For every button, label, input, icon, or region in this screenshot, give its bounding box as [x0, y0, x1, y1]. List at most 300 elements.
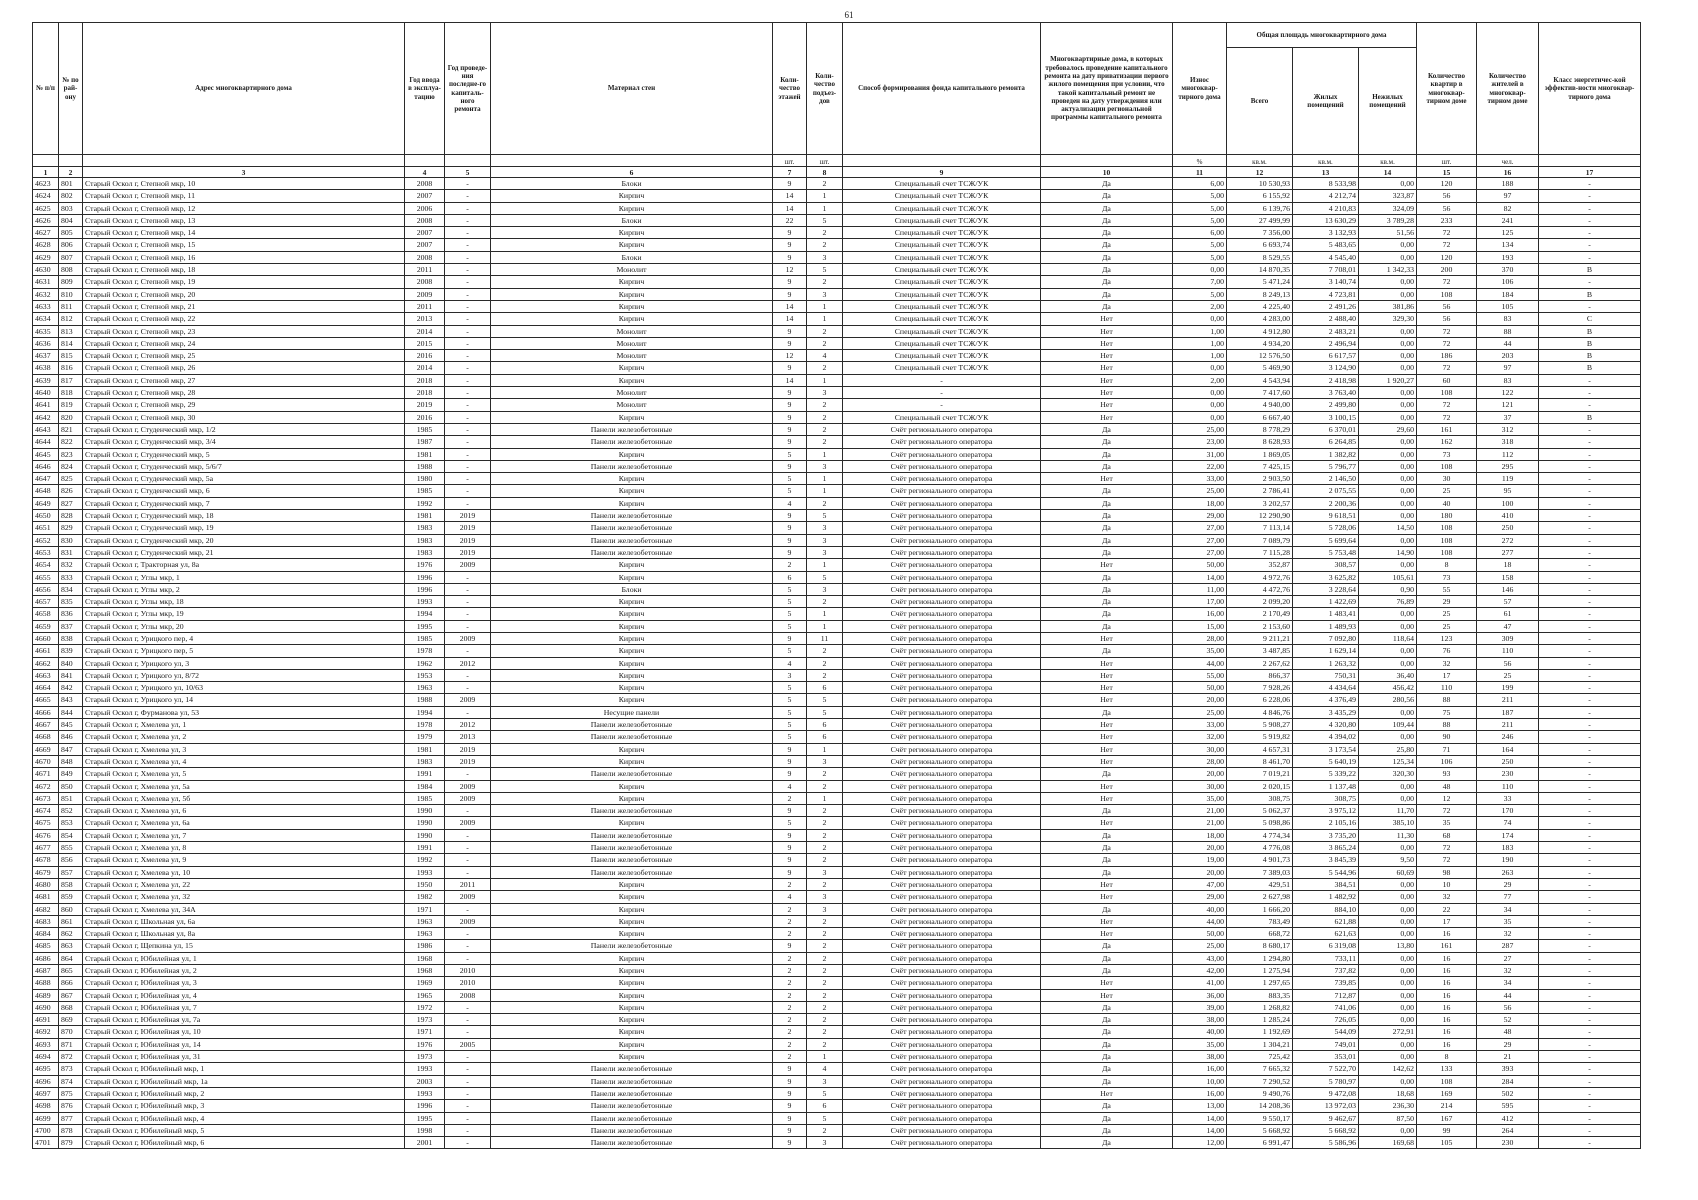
table-cell: 1950 — [405, 878, 445, 890]
table-cell: Старый Оскол г, Урицкого пер, 5 — [83, 645, 405, 657]
header-wear: Износ многоквар-тирного дома — [1173, 23, 1227, 155]
table-cell: 1984 — [405, 780, 445, 792]
table-cell: 25,00 — [1173, 940, 1227, 952]
table-cell: 844 — [59, 706, 83, 718]
table-cell: 4670 — [33, 755, 59, 767]
table-cell: 17,00 — [1173, 596, 1227, 608]
column-number-cell: 16 — [1477, 167, 1539, 178]
table-cell: 855 — [59, 842, 83, 854]
table-cell: Да — [1041, 854, 1173, 866]
table-cell: 52 — [1477, 1014, 1539, 1026]
table-cell: 2009 — [445, 632, 491, 644]
table-cell: 9 — [773, 546, 807, 558]
table-cell: 9 — [773, 423, 807, 435]
table-cell: 4645 — [33, 448, 59, 460]
table-cell: 3 487,85 — [1227, 645, 1293, 657]
table-cell: 125,34 — [1359, 755, 1417, 767]
table-cell: 2 499,80 — [1293, 399, 1359, 411]
table-cell: 2018 — [405, 374, 445, 386]
table-cell: Старый Оскол г, Хмелева ул, 3 — [83, 743, 405, 755]
table-cell: Панели железобетонные — [491, 854, 773, 866]
table-cell: 6 — [807, 1100, 843, 1112]
table-cell: - — [445, 608, 491, 620]
table-cell: 3 — [807, 583, 843, 595]
table-cell: 846 — [59, 731, 83, 743]
table-cell: 4695 — [33, 1063, 59, 1075]
table-cell: Кирпич — [491, 1014, 773, 1026]
table-cell: Старый Оскол г, Углы мкр, 18 — [83, 596, 405, 608]
table-cell: 878 — [59, 1124, 83, 1136]
table-cell: Счёт регионального оператора — [843, 436, 1041, 448]
table-cell: 12 — [773, 264, 807, 276]
table-cell: 21 — [1477, 1051, 1539, 1063]
table-row — [33, 460, 1641, 472]
column-number-cell: 3 — [83, 167, 405, 178]
table-cell: Нет — [1041, 411, 1173, 423]
table-cell: 35 — [1477, 915, 1539, 927]
table-cell: 2018 — [405, 387, 445, 399]
table-cell: 4677 — [33, 842, 59, 854]
table-cell: 4659 — [33, 620, 59, 632]
table-cell: 4684 — [33, 928, 59, 940]
table-cell: 5 — [773, 608, 807, 620]
table-cell: 74 — [1477, 817, 1539, 829]
table-cell: 2 — [807, 276, 843, 288]
table-cell: 838 — [59, 632, 83, 644]
table-cell: Счёт регионального оператора — [843, 645, 1041, 657]
table-cell: 0,00 — [1173, 362, 1227, 374]
table-cell: 4 472,76 — [1227, 583, 1293, 595]
table-cell: 884,10 — [1293, 903, 1359, 915]
table-cell: 2009 — [445, 891, 491, 903]
table-cell: Да — [1041, 805, 1173, 817]
table-cell: 246 — [1477, 731, 1539, 743]
table-cell: 12,00 — [1173, 1137, 1227, 1149]
table-cell: 2 — [807, 768, 843, 780]
table-cell: 4 — [807, 350, 843, 362]
table-cell: 812 — [59, 313, 83, 325]
table-cell: 2 020,15 — [1227, 780, 1293, 792]
table-cell: Кирпич — [491, 239, 773, 251]
table-cell: Блоки — [491, 583, 773, 595]
table-cell: Старый Оскол г, Хмелева ул, 22 — [83, 878, 405, 890]
table-cell: 7 019,21 — [1227, 768, 1293, 780]
table-cell: 108 — [1417, 534, 1477, 546]
table-cell: 2016 — [405, 350, 445, 362]
table-cell: 10,00 — [1173, 1075, 1227, 1087]
table-cell: 0,00 — [1359, 608, 1417, 620]
table-cell: 8 628,93 — [1227, 436, 1293, 448]
table-cell: 318 — [1477, 436, 1539, 448]
table-cell: 17 — [1417, 669, 1477, 681]
table-row — [33, 1001, 1641, 1013]
header-district-number: № по рай-ону — [59, 23, 83, 155]
table-cell: 1985 — [405, 485, 445, 497]
table-cell: Да — [1041, 202, 1173, 214]
table-cell: 869 — [59, 1014, 83, 1026]
table-cell: Счёт регионального оператора — [843, 768, 1041, 780]
table-cell: 2 — [807, 657, 843, 669]
table-cell: - — [1539, 805, 1641, 817]
table-cell: 98 — [1417, 866, 1477, 878]
table-cell: Старый Оскол г, Фурманова ул, 53 — [83, 706, 405, 718]
table-cell: 118,64 — [1359, 632, 1417, 644]
table-cell: - — [1539, 1075, 1641, 1087]
table-cell: B — [1539, 337, 1641, 349]
table-cell: - — [1539, 731, 1641, 743]
table-cell: Да — [1041, 534, 1173, 546]
table-cell: 2009 — [445, 792, 491, 804]
table-cell: Счёт регионального оператора — [843, 743, 1041, 755]
table-cell: 193 — [1477, 251, 1539, 263]
table-cell: Нет — [1041, 817, 1173, 829]
table-cell: Счёт регионального оператора — [843, 965, 1041, 977]
table-cell: Старый Оскол г, Студенческий мкр, 19 — [83, 522, 405, 534]
table-cell: 3 — [807, 546, 843, 558]
table-cell: 2 075,55 — [1293, 485, 1359, 497]
table-cell: Старый Оскол г, Студенческий мкр, 3/4 — [83, 436, 405, 448]
table-cell: 8 — [1417, 559, 1477, 571]
column-number-cell: 2 — [59, 167, 83, 178]
table-cell: 32 — [1417, 891, 1477, 903]
table-cell: 6 991,47 — [1227, 1137, 1293, 1149]
table-cell: 5 668,92 — [1227, 1124, 1293, 1136]
table-cell: 0,00 — [1359, 288, 1417, 300]
table-cell: 0,00 — [1359, 559, 1417, 571]
table-cell: 5 699,64 — [1293, 534, 1359, 546]
header-wall-material: Материал стен — [491, 23, 773, 155]
table-cell: Счёт регионального оператора — [843, 731, 1041, 743]
table-cell: Счёт регионального оператора — [843, 657, 1041, 669]
table-cell: 0,00 — [1359, 915, 1417, 927]
table-cell: 9 — [773, 251, 807, 263]
table-row — [33, 362, 1641, 374]
table-cell: 73 — [1417, 571, 1477, 583]
column-number-cell: 8 — [807, 167, 843, 178]
table-cell: 27,00 — [1173, 522, 1227, 534]
table-cell: 4699 — [33, 1112, 59, 1124]
table-cell: Старый Оскол г, Студенческий мкр, 1/2 — [83, 423, 405, 435]
table-cell: 56 — [1417, 190, 1477, 202]
table-cell: Старый Оскол г, Хмелева ул, 34А — [83, 903, 405, 915]
table-cell: - — [1539, 952, 1641, 964]
table-cell: 2 267,62 — [1227, 657, 1293, 669]
table-cell: 1971 — [405, 903, 445, 915]
table-cell: 1993 — [405, 1063, 445, 1075]
table-cell: Старый Оскол г, Хмелева ул, 5б — [83, 792, 405, 804]
table-cell: - — [445, 669, 491, 681]
table-cell: 174 — [1477, 829, 1539, 841]
table-cell: 4 — [773, 780, 807, 792]
table-cell: - — [445, 1014, 491, 1026]
table-cell: - — [1539, 387, 1641, 399]
table-cell: 4658 — [33, 608, 59, 620]
table-cell: Кирпич — [491, 485, 773, 497]
table-row — [33, 694, 1641, 706]
table-cell: Да — [1041, 583, 1173, 595]
table-cell: 4676 — [33, 829, 59, 841]
table-cell: 295 — [1477, 460, 1539, 472]
table-cell: Старый Оскол г, Степной мкр, 18 — [83, 264, 405, 276]
unit-cell: кв.м. — [1359, 155, 1417, 167]
table-cell: - — [445, 854, 491, 866]
table-cell: 41,00 — [1173, 977, 1227, 989]
table-cell: 2008 — [445, 989, 491, 1001]
unit-cell — [491, 155, 773, 167]
table-cell: 5 — [773, 596, 807, 608]
table-cell: 37 — [1477, 411, 1539, 423]
table-cell: Монолит — [491, 350, 773, 362]
table-cell: 4642 — [33, 411, 59, 423]
table-cell: 82 — [1477, 202, 1539, 214]
table-row — [33, 276, 1641, 288]
table-cell: 1,00 — [1173, 325, 1227, 337]
table-cell: 9,50 — [1359, 854, 1417, 866]
table-cell: Старый Оскол г, Степной мкр, 13 — [83, 214, 405, 226]
table-cell: Старый Оскол г, Юбилейная ул, 1 — [83, 952, 405, 964]
table-cell: 5 780,97 — [1293, 1075, 1359, 1087]
table-cell: - — [445, 337, 491, 349]
table-cell: Счёт регионального оператора — [843, 817, 1041, 829]
table-cell: 329,30 — [1359, 313, 1417, 325]
table-cell: Кирпич — [491, 559, 773, 571]
table-cell: 9 — [773, 866, 807, 878]
table-cell: - — [1539, 755, 1641, 767]
table-cell: 4 846,76 — [1227, 706, 1293, 718]
table-cell: 0,00 — [1359, 1051, 1417, 1063]
table-cell: 4653 — [33, 546, 59, 558]
table-cell: 2013 — [405, 313, 445, 325]
column-number-cell: 11 — [1173, 167, 1227, 178]
table-cell: 16 — [1417, 1014, 1477, 1026]
header-energy-class: Класс энергетичес-кой эффектив-ности многоквар-тирного дома — [1539, 23, 1641, 155]
table-cell: 119 — [1477, 473, 1539, 485]
table-cell: 263 — [1477, 866, 1539, 878]
table-cell: Счёт регионального оператора — [843, 719, 1041, 731]
table-row — [33, 546, 1641, 558]
table-cell: 142,62 — [1359, 1063, 1417, 1075]
table-cell: 9 — [773, 1063, 807, 1075]
table-cell: 5 — [773, 473, 807, 485]
column-number-cell: 5 — [445, 167, 491, 178]
table-cell: 8 461,70 — [1227, 755, 1293, 767]
table-cell: 1971 — [405, 1026, 445, 1038]
table-cell: 6 228,06 — [1227, 694, 1293, 706]
table-cell: 6 319,08 — [1293, 940, 1359, 952]
table-cell: Старый Оскол г, Степной мкр, 14 — [83, 227, 405, 239]
table-cell: 1 920,27 — [1359, 374, 1417, 386]
table-cell: Специальный счет ТСЖ/УК — [843, 350, 1041, 362]
table-cell: 4632 — [33, 288, 59, 300]
table-cell: 4624 — [33, 190, 59, 202]
table-cell: Да — [1041, 436, 1173, 448]
table-cell: 5,00 — [1173, 202, 1227, 214]
table-cell: 0,00 — [1359, 792, 1417, 804]
table-cell: Нет — [1041, 669, 1173, 681]
table-cell: 5 471,24 — [1227, 276, 1293, 288]
table-cell: 826 — [59, 485, 83, 497]
table-cell: 9 — [773, 337, 807, 349]
table-cell: 4 545,40 — [1293, 251, 1359, 263]
table-cell: 312 — [1477, 423, 1539, 435]
table-cell: 3 — [807, 866, 843, 878]
table-cell: 1986 — [405, 940, 445, 952]
table-cell: 1985 — [405, 423, 445, 435]
table-cell: Старый Оскол г, Юбилейный мкр, 3 — [83, 1100, 405, 1112]
table-cell: 236,30 — [1359, 1100, 1417, 1112]
table-cell: Специальный счет ТСЖ/УК — [843, 300, 1041, 312]
table-cell: Монолит — [491, 399, 773, 411]
table-cell: Кирпич — [491, 682, 773, 694]
table-cell: 320,30 — [1359, 768, 1417, 780]
table-cell: Да — [1041, 571, 1173, 583]
table-cell: 88 — [1477, 325, 1539, 337]
table-cell: Счёт регионального оператора — [843, 1124, 1041, 1136]
table-row — [33, 780, 1641, 792]
table-cell: 456,42 — [1359, 682, 1417, 694]
table-cell: Нет — [1041, 350, 1173, 362]
table-cell: 4688 — [33, 977, 59, 989]
table-cell: 22,00 — [1173, 460, 1227, 472]
unit-cell — [445, 155, 491, 167]
table-cell: 55,00 — [1173, 669, 1227, 681]
table-cell: 20,00 — [1173, 866, 1227, 878]
header-row-number: № п/п — [33, 23, 59, 155]
table-row — [33, 190, 1641, 202]
table-cell: 2012 — [445, 719, 491, 731]
table-cell: Счёт регионального оператора — [843, 903, 1041, 915]
table-cell: 9 — [773, 411, 807, 423]
table-row — [33, 842, 1641, 854]
unit-cell — [1041, 155, 1173, 167]
table-cell: 5 — [773, 583, 807, 595]
table-cell: 164 — [1477, 743, 1539, 755]
table-cell: Старый Оскол г, Углы мкр, 20 — [83, 620, 405, 632]
table-cell: 1 — [807, 620, 843, 632]
table-cell: 161 — [1417, 940, 1477, 952]
table-cell: - — [1539, 227, 1641, 239]
table-cell: 866 — [59, 977, 83, 989]
table-cell: 810 — [59, 288, 83, 300]
table-cell: 0,00 — [1359, 485, 1417, 497]
table-cell: 105 — [1417, 1137, 1477, 1149]
table-row — [33, 989, 1641, 1001]
table-row — [33, 596, 1641, 608]
table-cell: - — [1539, 276, 1641, 288]
table-cell: 14,00 — [1173, 571, 1227, 583]
table-cell: 11,70 — [1359, 805, 1417, 817]
table-cell: 4 283,00 — [1227, 313, 1293, 325]
table-cell: 4 543,94 — [1227, 374, 1293, 386]
table-cell: Старый Оскол г, Степной мкр, 16 — [83, 251, 405, 263]
table-cell: 134 — [1477, 239, 1539, 251]
table-cell: 4648 — [33, 485, 59, 497]
table-cell: Да — [1041, 645, 1173, 657]
table-cell: 2009 — [445, 780, 491, 792]
table-cell: 72 — [1417, 842, 1477, 854]
table-cell: 5 — [807, 1087, 843, 1099]
table-cell: 35 — [1417, 817, 1477, 829]
table-cell: - — [445, 940, 491, 952]
table-cell: 2009 — [445, 817, 491, 829]
table-cell: 27,00 — [1173, 534, 1227, 546]
table-cell: Старый Оскол г, Хмелева ул, 6 — [83, 805, 405, 817]
table-cell: 4641 — [33, 399, 59, 411]
table-cell: 2011 — [445, 878, 491, 890]
table-cell: 2012 — [445, 657, 491, 669]
table-cell: 72 — [1417, 805, 1477, 817]
table-cell: Да — [1041, 1038, 1173, 1050]
table-cell: 9 — [773, 854, 807, 866]
table-cell: 112 — [1477, 448, 1539, 460]
table-cell: Нет — [1041, 325, 1173, 337]
table-cell: 72 — [1417, 411, 1477, 423]
table-cell: 4657 — [33, 596, 59, 608]
table-row — [33, 891, 1641, 903]
table-cell: 0,00 — [1359, 337, 1417, 349]
table-cell: 3 100,15 — [1293, 411, 1359, 423]
unit-cell — [83, 155, 405, 167]
table-cell: Специальный счет ТСЖ/УК — [843, 288, 1041, 300]
table-cell: 7 389,03 — [1227, 866, 1293, 878]
table-cell: 17 — [1417, 915, 1477, 927]
table-cell: Да — [1041, 1100, 1173, 1112]
table-cell: 158 — [1477, 571, 1539, 583]
table-cell: 3 — [807, 522, 843, 534]
table-cell: Панели железобетонные — [491, 1124, 773, 1136]
table-cell: - — [445, 264, 491, 276]
table-cell: 71 — [1417, 743, 1477, 755]
table-cell: 4686 — [33, 952, 59, 964]
table-cell: 0,00 — [1359, 473, 1417, 485]
table-row — [33, 387, 1641, 399]
table-row — [33, 608, 1641, 620]
table-cell: 99 — [1417, 1124, 1477, 1136]
table-row — [33, 313, 1641, 325]
table-cell: Счёт регионального оператора — [843, 805, 1041, 817]
table-cell: 0,00 — [1359, 325, 1417, 337]
table-cell: 1963 — [405, 928, 445, 940]
table-row — [33, 657, 1641, 669]
table-cell: 3 — [807, 460, 843, 472]
table-cell: 1998 — [405, 1124, 445, 1136]
table-cell: 230 — [1477, 768, 1539, 780]
table-row — [33, 878, 1641, 890]
table-cell: 803 — [59, 202, 83, 214]
table-cell: 9 — [773, 842, 807, 854]
table-cell: Старый Оскол г, Студенческий мкр, 20 — [83, 534, 405, 546]
table-cell: 2 — [773, 1026, 807, 1038]
table-cell: 2 — [807, 805, 843, 817]
table-cell: Нет — [1041, 792, 1173, 804]
table-cell: - — [843, 374, 1041, 386]
table-cell: - — [1539, 891, 1641, 903]
table-cell: 9 — [773, 829, 807, 841]
table-cell: 6 617,57 — [1293, 350, 1359, 362]
table-cell: 1996 — [405, 571, 445, 583]
table-cell: 877 — [59, 1112, 83, 1124]
table-cell: 871 — [59, 1038, 83, 1050]
table-cell: Кирпич — [491, 473, 773, 485]
table-cell: 1 342,33 — [1359, 264, 1417, 276]
table-cell: Старый Оскол г, Студенческий мкр, 6 — [83, 485, 405, 497]
table-cell: - — [1539, 571, 1641, 583]
table-cell: 1 483,41 — [1293, 608, 1359, 620]
table-cell: Старый Оскол г, Хмелева ул, 1 — [83, 719, 405, 731]
table-cell: - — [445, 1087, 491, 1099]
table-cell: - — [1539, 780, 1641, 792]
table-cell: 56 — [1417, 202, 1477, 214]
